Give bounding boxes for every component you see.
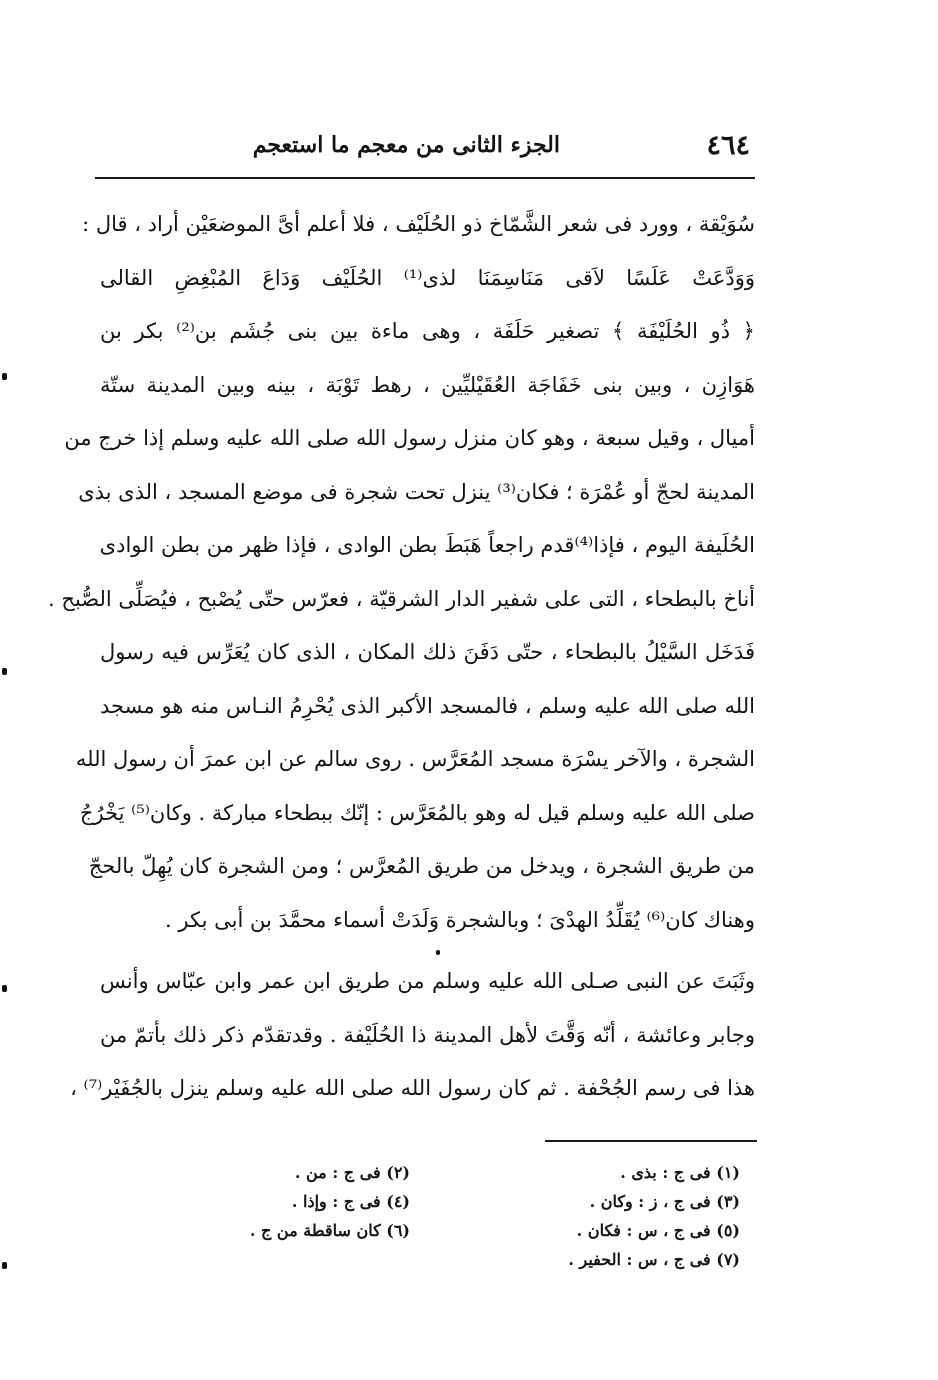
body-line: أناخ بالبطحاء ، التى على شفير الدار الشرقيّة ، فعرّس حتّى يُصْبح ، فيُصَلِّى الصُّبح .	[48, 586, 755, 611]
body-line: المدينة لحجّ أو عُمْرَة ؛ فكان⁽³⁾ ينزل تحت شجرة فى موضع المسجد ، الذى بذى	[78, 479, 755, 504]
body-line: هَوَازِن ، وبين بنى خَفَاجَة العُقَيْليِّين ، رهط تَوْبَة ، بينه وبين المدينة ستّة	[100, 372, 755, 397]
footnote-rule	[545, 1140, 757, 1142]
body-line: صلى الله عليه وسلم قيل له وهو بالمُعَرَّس : إنّك ببطحاء مباركة . وكان⁽⁵⁾ يَخْرُجُ	[79, 800, 755, 825]
footnote: (٣) فى ج ، ز : وكان .	[589, 1192, 740, 1211]
body-line: وجابر وعائشة ، أنّه وَقَّتَ لأهل المدينة ذا الحُلَيْفة . وقدتقدّم ذكر ذلك بأتمّ من	[100, 1022, 755, 1047]
margin-mark	[2, 1262, 7, 1269]
footnote: (٥) فى ج ، س : فكان .	[576, 1221, 740, 1240]
footnote: (٤) فى ج : وإذا .	[291, 1192, 410, 1211]
margin-mark	[2, 985, 7, 992]
running-title: الجزء الثانى من معجم ما استعجم	[252, 132, 560, 158]
page-header	[95, 128, 750, 172]
body-line: الحُلَيفة اليوم ، فإذا⁽⁴⁾قدم راجعاً هَبَطَ بطن الوادى ، فإذا ظهر من بطن الوادى	[99, 533, 755, 557]
page-number: ٤٦٤	[706, 130, 750, 161]
body-line: من طريق الشجرة ، ويدخل من طريق المُعرَّس ؛ ومن الشجرة كان يُهِلّ بالحجّ	[88, 854, 755, 878]
body-line: وهناك كان⁽⁶⁾ يُقَلِّدُ الهدْىَ ؛ وبالشجرة وَلَدَتْ أسماء محمَّدَ بن أبى بكر .	[165, 907, 755, 932]
paragraph-break	[100, 947, 755, 955]
verse-line: وَوَدَّعَتْ عَلَسًا لاَقى مَنَاسِمَنَا لذى⁽¹⁾ الحُلَيْف وَدَاعَ المُبْغِضِ القالى	[100, 265, 755, 290]
body-line: وثَبَتَ عن النبى صـلى الله عليه وسلم من طريق ابن عمر وابن عبّاس وأنس	[100, 969, 755, 993]
body-line: فَدَخَل السَّيْلُ بالبطحاء ، حتّى دَفَنَ ذلك المكان ، الذى كان يُعَرِّس فيه رسول	[100, 640, 755, 664]
body-line: هذا فى رسم الجُحْفة . ثم كان رسول الله صلى الله عليه وسلم ينزل بالجُفَيْر⁽⁷⁾ ،	[70, 1076, 755, 1100]
footnote-row	[230, 1187, 740, 1216]
footnotes	[230, 1158, 740, 1274]
margin-mark	[2, 668, 7, 675]
body-line: الله صلى الله عليه وسلم ، فالمسجد الأكبر الذى يُحْرِمُ النـاس منه هو مسجد	[100, 693, 755, 718]
body-line: الشجرة ، والآخر يسْرَة مسجد المُعَرَّس . روى سالم عن ابن عمرَ أن رسول الله	[75, 747, 755, 771]
body-line: ﴿ ذُو الحُلَيْفَة ﴾ تصغير حَلَفَة ، وهى ماءة بين بنى جُشَم بن⁽²⁾ بكر بن	[100, 319, 755, 343]
footnote-row	[230, 1245, 740, 1274]
footnote: (٦) كان ساقطة من ج .	[249, 1221, 410, 1240]
footnote: (٢) فى ج : من .	[294, 1163, 410, 1182]
body-line: سُوَيْقة ، وورد فى شعر الشَّمّاخ ذو الحُلَيْف ، فلا أعلم أىَّ الموضعَيْن أراد ، قال :	[82, 212, 755, 236]
footnote-row	[230, 1216, 740, 1245]
footnote: (١) فى ج : بذى .	[620, 1163, 740, 1182]
ink-speck	[436, 950, 440, 955]
header-rule	[95, 177, 755, 179]
footnote: (٧) فى ج ، س : الحفير .	[568, 1250, 740, 1269]
body-line: أميال ، وقيل سبعة ، وهو كان منزل رسول الله صلى الله عليه وسلم إذا خرج من	[64, 426, 755, 450]
footnote-row	[230, 1158, 740, 1187]
body-text	[48, 198, 755, 1116]
margin-mark	[2, 373, 7, 380]
